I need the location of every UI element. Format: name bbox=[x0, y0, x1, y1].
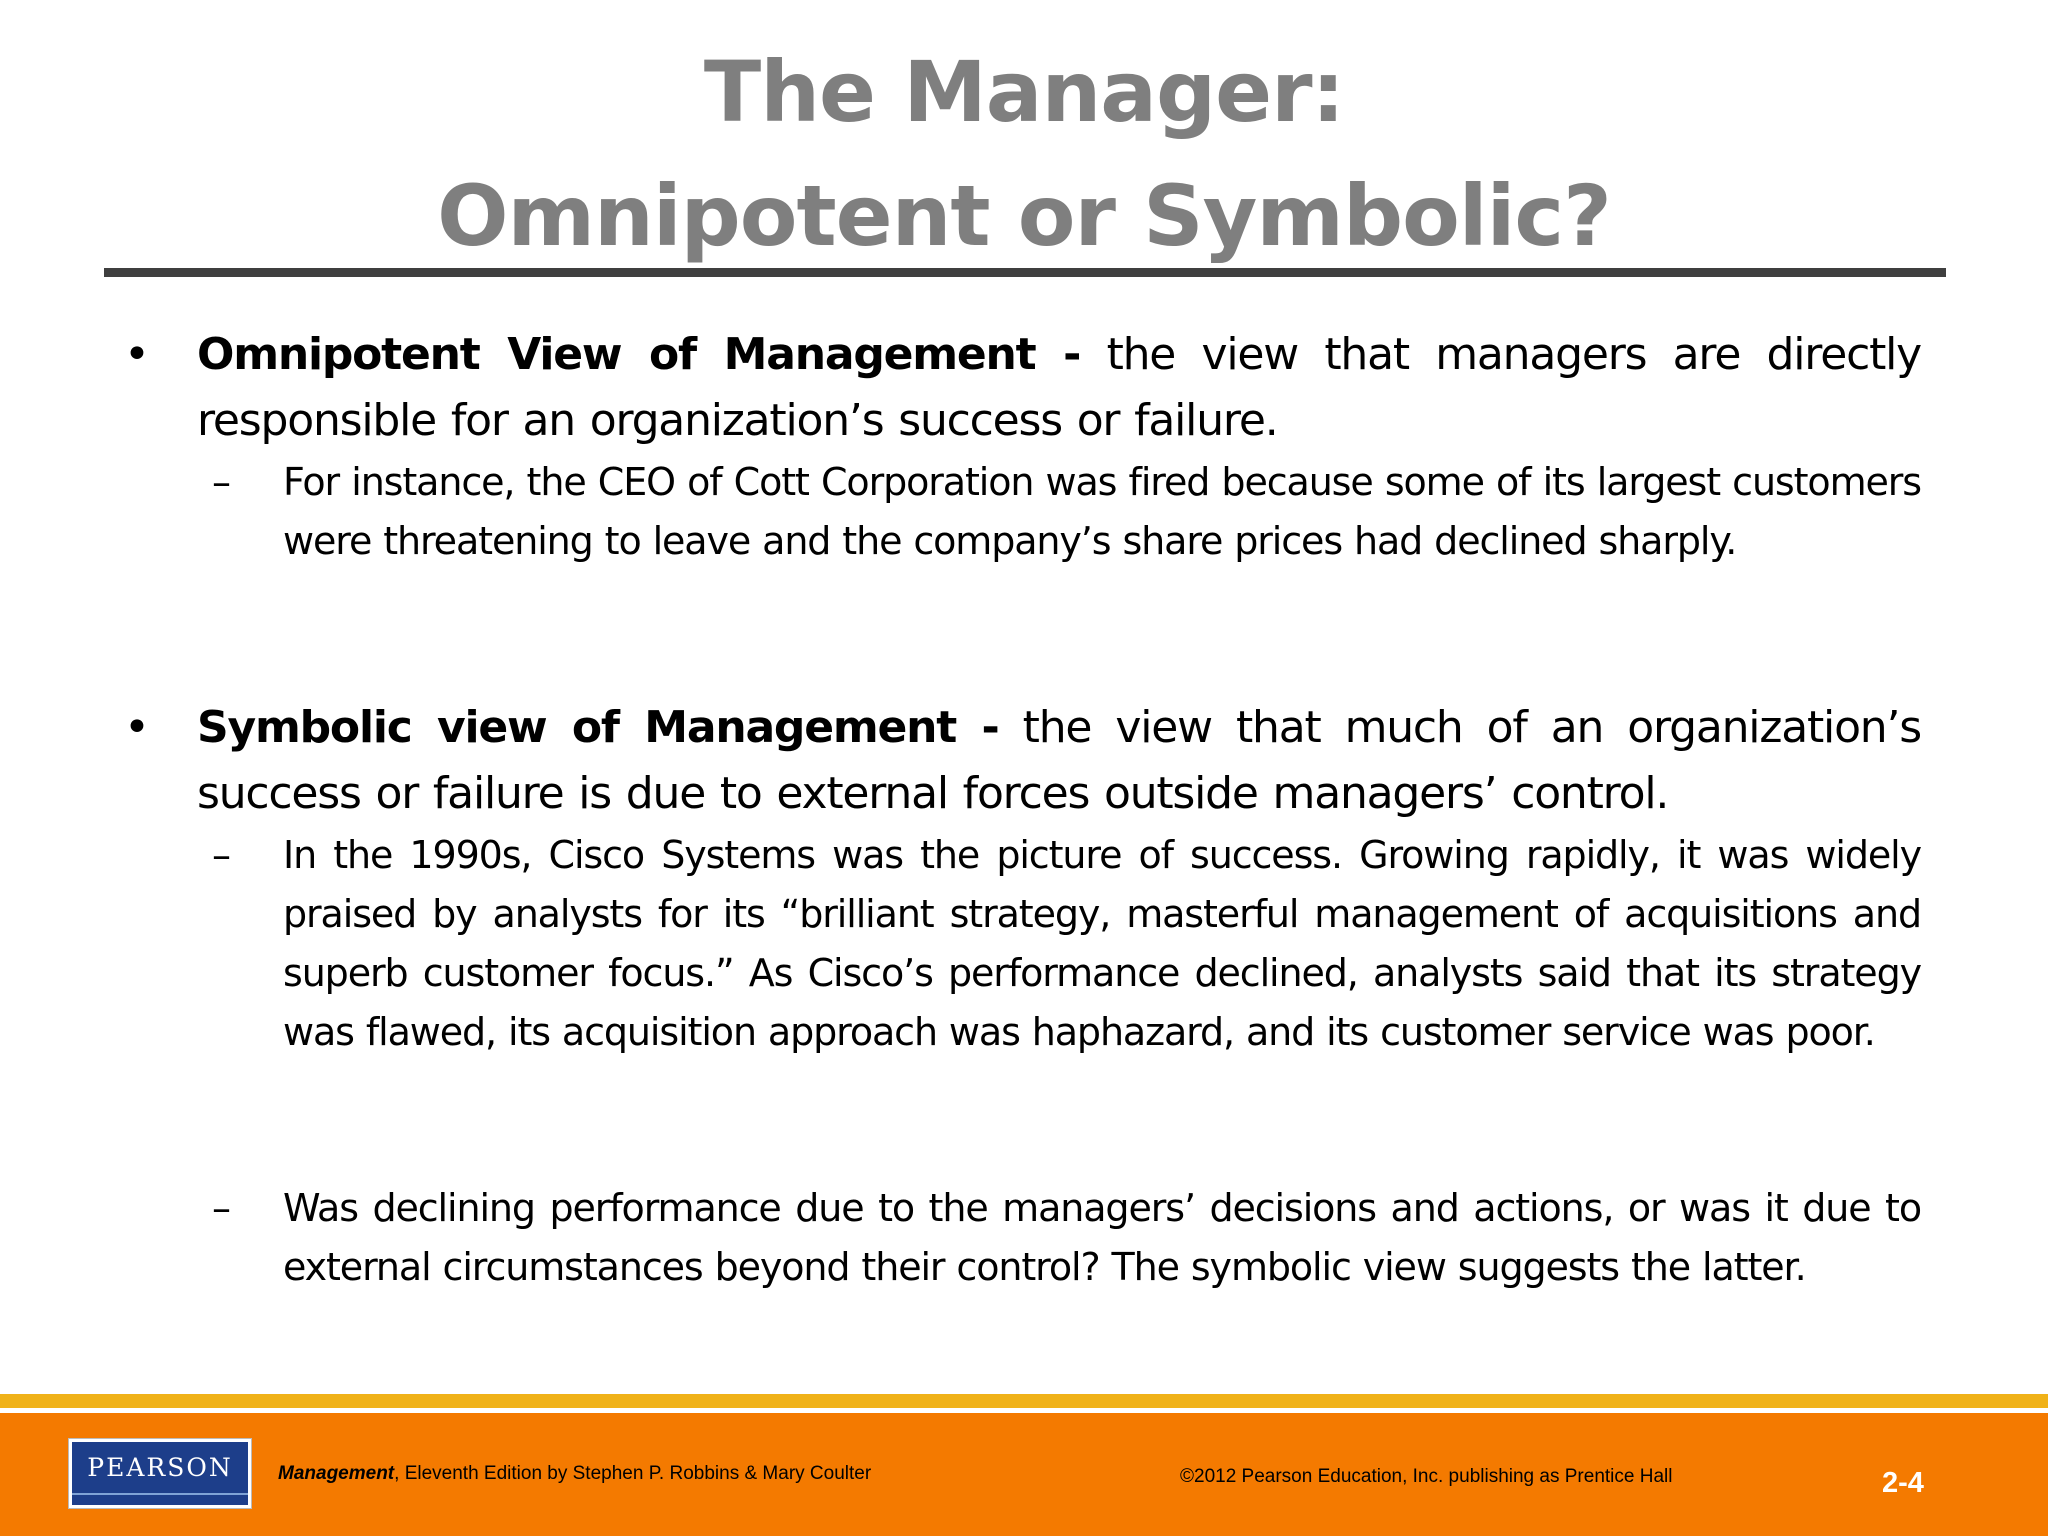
slide-title-line-1: The Manager: bbox=[703, 43, 1345, 141]
footer-book-title: Management bbox=[278, 1463, 395, 1484]
pearson-logo bbox=[68, 1438, 252, 1509]
bullet-term: Omnipotent View of Management - bbox=[197, 329, 1081, 380]
bullet-symbolic-view bbox=[197, 695, 1921, 827]
bullet-icon: • bbox=[124, 329, 150, 380]
subpoint-question: Was declining performance due to the managers’ decisions and actions, or was it due to external circumstances beyond their control? The symbolic view suggests the latter. bbox=[283, 1186, 1921, 1289]
footer-book-credit bbox=[278, 1462, 871, 1486]
bullet-term: Symbolic view of Management - bbox=[197, 702, 999, 753]
bullet-icon: • bbox=[124, 702, 150, 753]
logo-stripe bbox=[72, 1493, 248, 1495]
bullet-omnipotent-view bbox=[197, 322, 1921, 454]
bullet-definition: the view that much of an organization’s success or failure is due to external forces outside managers’ control. bbox=[197, 702, 1921, 819]
subpoint-cisco-example: In the 1990s, Cisco Systems was the picture of success. Growing rapidly, it was widely praised by analysts for its “brilliant strategy, masterful management of acquisitions and superb customer focus.” As Cisco’s performance declined, analysts said that its strategy was flawed, its acquisition approach was haphazard, and its customer service was poor. bbox=[283, 833, 1921, 1054]
dash-icon: – bbox=[212, 1186, 231, 1230]
footer-yellow-band bbox=[0, 1394, 2048, 1408]
dash-icon: – bbox=[212, 460, 231, 504]
pearson-logo-text: PEARSON bbox=[87, 1453, 233, 1482]
footer-book-authors: , Eleventh Edition by Stephen P. Robbins & Mary Coulter bbox=[394, 1463, 872, 1484]
page-number: 2-4 bbox=[1882, 1467, 1924, 1499]
subpoint-cott-example: For instance, the CEO of Cott Corporation was fired because some of its largest customers were threatening to leave and the company’s share prices had declined sharply. bbox=[283, 460, 1921, 563]
slide-title-line-2: Omnipotent or Symbolic? bbox=[437, 167, 1611, 265]
pearson-logo-icon bbox=[72, 1442, 248, 1505]
footer-copyright: ©2012 Pearson Education, Inc. publishing as Prentice Hall bbox=[1180, 1466, 1673, 1487]
bullet-definition: the view that managers are directly responsible for an organization’s success or failure. bbox=[197, 329, 1921, 446]
dash-icon: – bbox=[212, 833, 231, 877]
